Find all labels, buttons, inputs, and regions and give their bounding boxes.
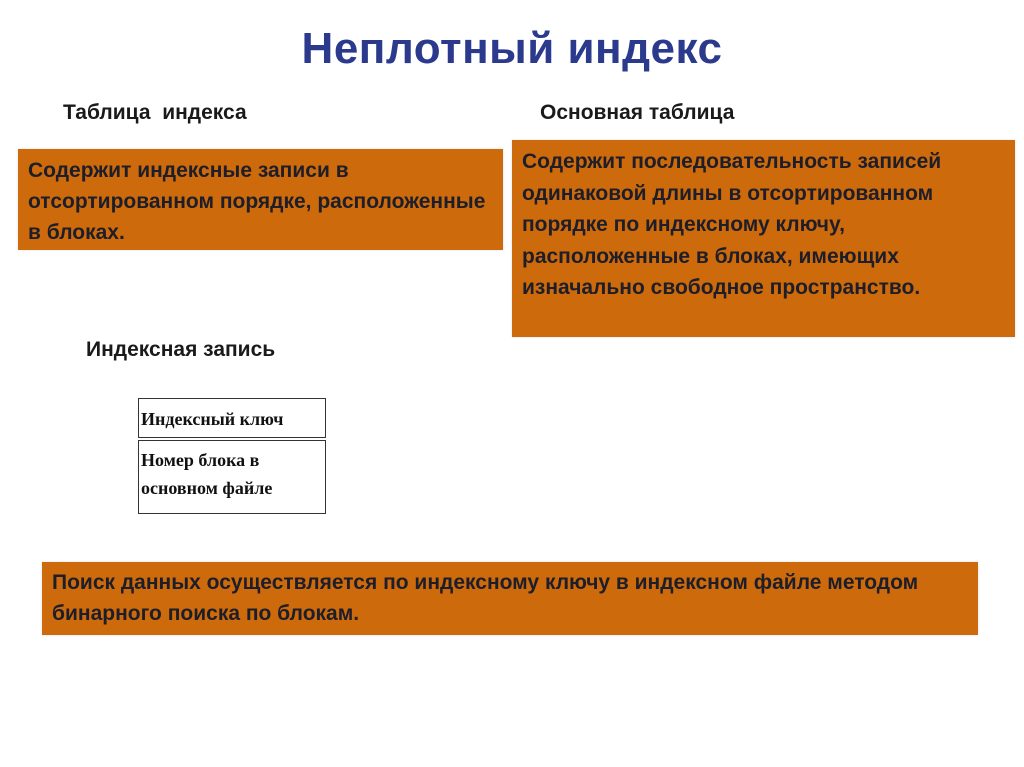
block-number-field: Номер блока в основном файле <box>138 440 326 514</box>
index-record-heading: Индексная запись <box>86 338 276 361</box>
slide-title: Неплотный индекс <box>301 24 723 73</box>
main-table-heading: Основная таблица <box>540 101 735 124</box>
index-table-description: Содержит индексные записи в отсортированном порядке, расположенные в блоках. <box>28 159 486 244</box>
search-note-box <box>42 562 978 635</box>
index-key-field: Индексный ключ <box>138 398 326 438</box>
index-table-heading: Таблица индекса <box>63 101 247 124</box>
main-table-description: Содержит последовательность записей одинаковой длины в отсортированном порядке по индексному ключу, расположенные в блоках, имеющих изначально свободное пространство. <box>522 150 942 299</box>
main-table-description-box <box>512 140 1015 337</box>
index-table-description-box <box>18 149 503 250</box>
search-note: Поиск данных осуществляется по индексному ключу в индексном файле методом бинарного поиска по блокам. <box>52 571 919 625</box>
